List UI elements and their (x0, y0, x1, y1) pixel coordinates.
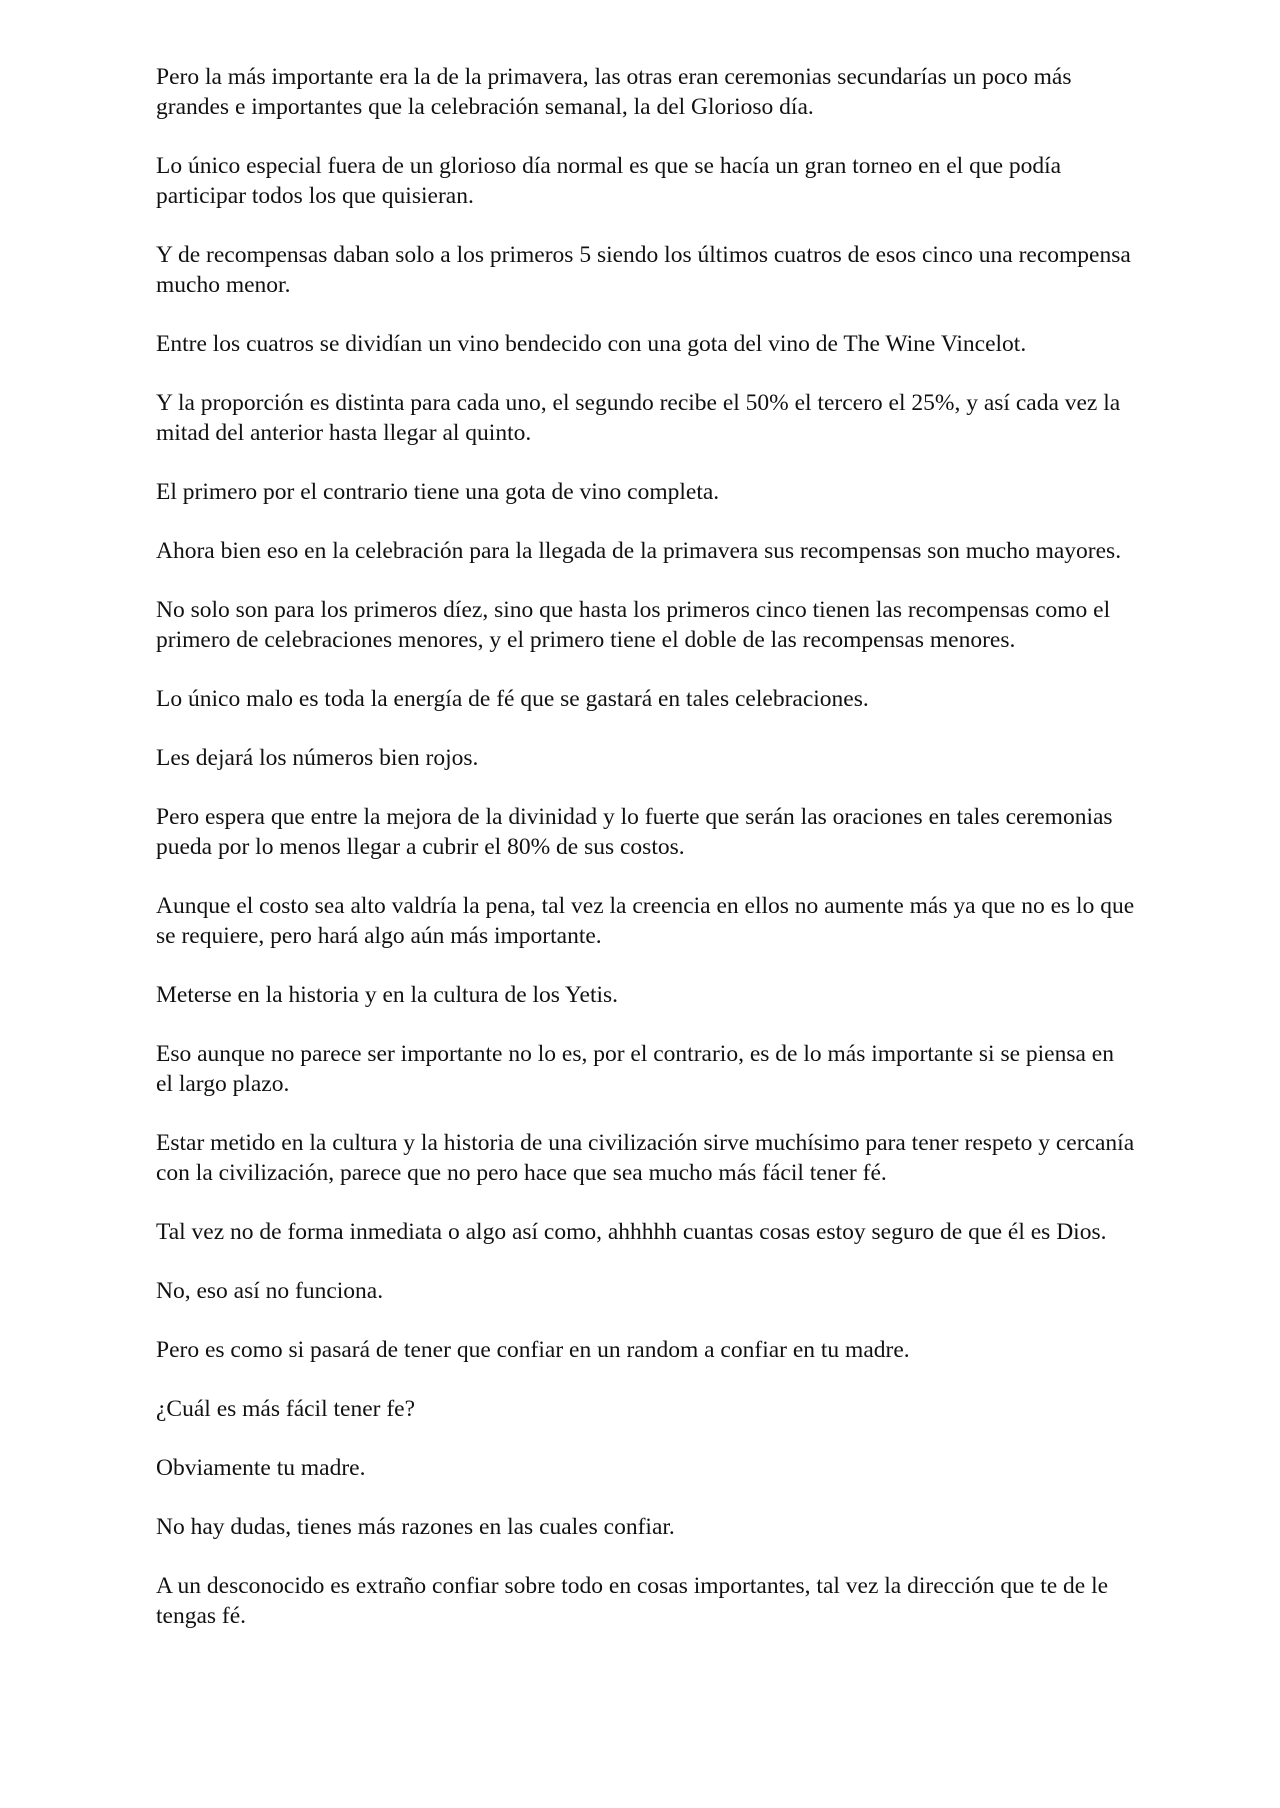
paragraph-14: Eso aunque no parece ser importante no lo es, por el contrario, es de lo más importante si se piensa en el largo plazo. (156, 1041, 1114, 1097)
paragraph-5: Y la proporción es distinta para cada uno, el segundo recibe el 50% el tercero el 25%, y así cada vez la mitad del anterior hasta llegar al quinto. (156, 390, 1121, 446)
paragraph-6: El primero por el contrario tiene una gota de vino completa. (156, 479, 720, 505)
paragraph-15: Estar metido en la cultura y la historia de una civilización sirve muchísimo para tener respeto y cercanía con la civilización, parece que no pero hace que sea mucho más fácil tener fé. (156, 1130, 1135, 1186)
paragraph-13: Meterse en la historia y en la cultura de los Yetis. (156, 982, 619, 1008)
paragraph-11: Pero espera que entre la mejora de la divinidad y lo fuerte que serán las oraciones en tales ceremonias pueda por lo menos llegar a cubrir el 80% de sus costos. (156, 804, 1113, 860)
paragraph-7: Ahora bien eso en la celebración para la llegada de la primavera sus recompensas son mucho mayores. (156, 538, 1122, 564)
paragraph-12: Aunque el costo sea alto valdría la pena, tal vez la creencia en ellos no aumente más ya que no es lo que se requiere, pero hará algo aún más importante. (156, 893, 1135, 949)
paragraph-2: Lo único especial fuera de un glorioso día normal es que se hacía un gran torneo en el que podía participar todos los que quisieran. (156, 153, 1062, 209)
paragraph-1: Pero la más importante era la de la primavera, las otras eran ceremonias secundarías un poco más grandes e importantes que la celebración semanal, la del Glorioso día. (156, 64, 1072, 120)
paragraph-20: Obviamente tu madre. (156, 1455, 366, 1481)
paragraph-3: Y de recompensas daban solo a los primeros 5 siendo los últimos cuatros de esos cinco una recompensa mucho menor. (156, 242, 1131, 298)
paragraph-9: Lo único malo es toda la energía de fé que se gastará en tales celebraciones. (156, 686, 869, 712)
paragraph-8: No solo son para los primeros díez, sino que hasta los primeros cinco tienen las recompensas como el primero de celebraciones menores, y el primero tiene el doble de las recompensas menores. (156, 597, 1111, 653)
paragraph-22: A un desconocido es extraño confiar sobre todo en cosas importantes, tal vez la dirección que te de le tengas fé. (156, 1573, 1109, 1629)
document-page (156, 62, 1136, 1660)
paragraph-4: Entre los cuatros se dividían un vino bendecido con una gota del vino de The Wine Vincelot. (156, 331, 1027, 357)
paragraph-21: No hay dudas, tienes más razones en las cuales confiar. (156, 1514, 675, 1540)
paragraph-10: Les dejará los números bien rojos. (156, 745, 479, 771)
paragraph-18: Pero es como si pasará de tener que confiar en un random a confiar en tu madre. (156, 1337, 910, 1363)
paragraph-16: Tal vez no de forma inmediata o algo así como, ahhhhh cuantas cosas estoy seguro de que él es Dios. (156, 1219, 1107, 1245)
paragraph-19: ¿Cuál es más fácil tener fe? (156, 1396, 416, 1422)
paragraph-17: No, eso así no funciona. (156, 1278, 384, 1304)
